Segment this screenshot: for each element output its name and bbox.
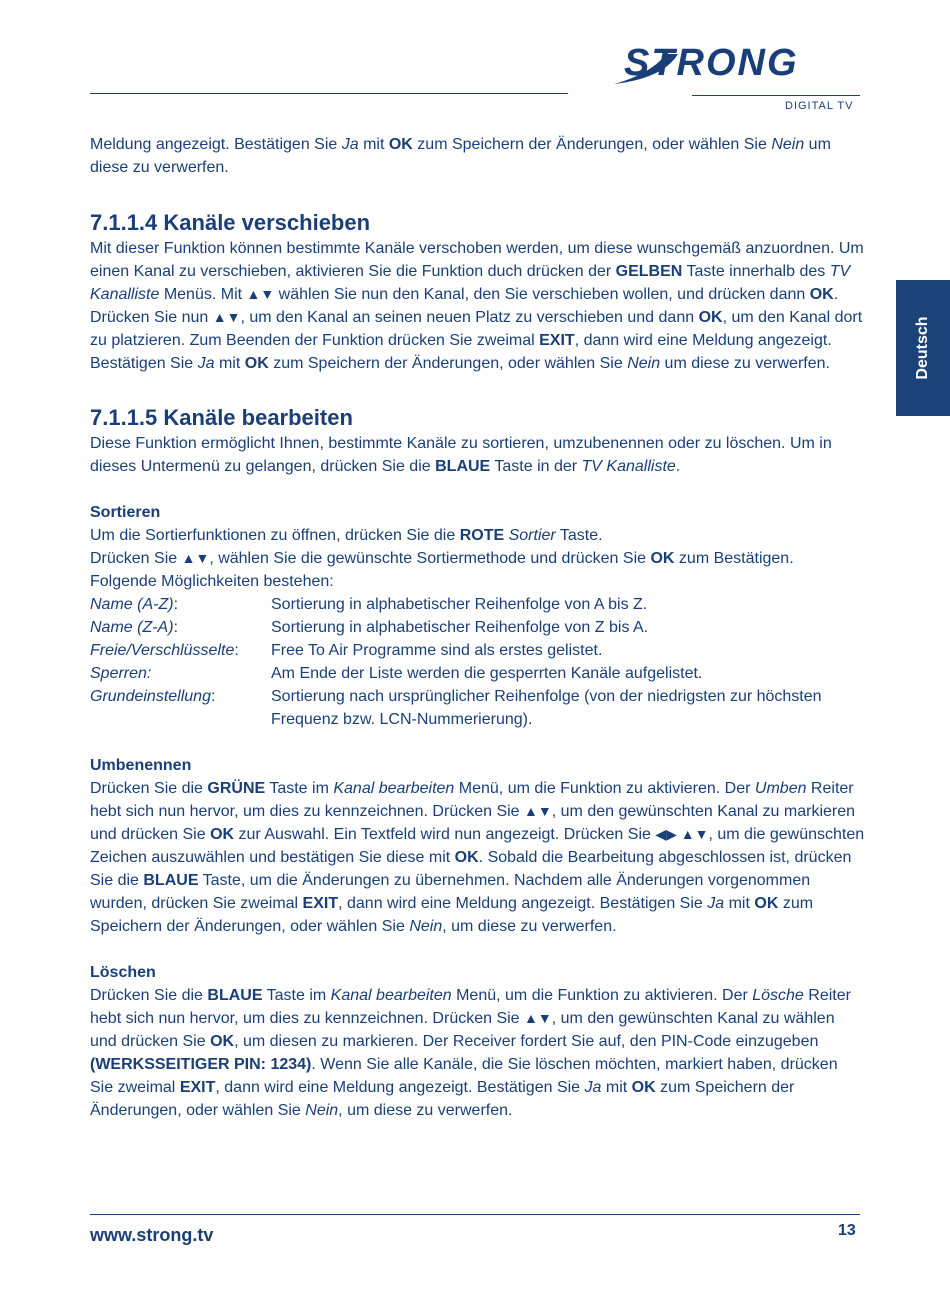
loeschen-paragraph: Drücken Sie die BLAUE Taste im Kanal bearbeiten Menü, um die Funktion zu aktivieren. Der Lösche Reiter hebt sich nun hervor, um dies zu kennzeichnen. Drücken Sie ▲▼, um den gewünschten Kanal zu wählen und drücken Sie OK, um diesen zu markieren. Der Receiver fordert Sie auf, den PIN-Code einzugeben (WERKSSEITIGER PIN: 1234). Wenn Sie alle Kanäle, die Sie löschen möchten, markiert haben, drücken Sie zweimal EXIT, dann wird eine Meldung angezeigt. Bestätigen Sie Ja mit OK zum Speichern der Änderungen, oder wählen Sie Nein, um diese zu verwerfen. (90, 987, 851, 1119)
section-heading-bearbeiten: 7.1.1.5 Kanäle bearbeiten (90, 405, 353, 430)
footer-rule (90, 1214, 860, 1215)
subheading-sortieren: Sortieren (90, 504, 161, 521)
logo-subtitle: DIGITAL TV (785, 100, 854, 112)
intro-paragraph: Meldung angezeigt. Bestätigen Sie Ja mit OK zum Speichern der Änderungen, oder wählen Sie Nein um diese zu verwerfen. (90, 136, 831, 176)
header-rule-left (90, 93, 568, 94)
up-down-arrows-icon: ▲▼ (181, 550, 210, 566)
bearbeiten-paragraph: Diese Funktion ermöglicht Ihnen, bestimmte Kanäle zu sortieren, umzubenennen oder zu löschen. Um in dieses Untermenü zu gelangen, drücken Sie die BLAUE Taste in der TV Kanalliste. (90, 435, 832, 475)
sort-options-list (90, 593, 865, 731)
up-down-arrows-icon: ▲▼ (524, 803, 552, 819)
verschieben-paragraph: Mit dieser Funktion können bestimmte Kanäle verschoben werden, um diese wunschgemäß anzuordnen. Um einen Kanal zu verschieben, aktivieren Sie die Funktion duch drücken der GELBEN Taste innerhalb des TV Kanalliste Menüs. Mit ▲▼ wählen Sie nun den Kanal, den Sie verschieben wollen, und drücken dann OK. Drücken Sie nun ▲▼, um den Kanal an seinen neuen Platz zu verschieben und dann OK, um den Kanal dort zu platzieren. Zum Beenden der Funktion drücken Sie zweimal EXIT, dann wird eine Meldung angezeigt. Bestätigen Sie Ja mit OK zum Speichern der Änderungen, oder wählen Sie Nein um diese zu verwerfen. (90, 240, 864, 372)
language-tab-label: Deutsch (914, 316, 931, 380)
sortieren-line-2: Drücken Sie ▲▼, wählen Sie die gewünschte Sortiermethode und drücken Sie OK zum Bestätigen. (90, 550, 794, 567)
up-down-arrows-icon: ▲▼ (212, 309, 241, 325)
up-down-arrows-icon: ▲▼ (524, 1010, 552, 1026)
section-heading-verschieben: 7.1.1.4 Kanäle verschieben (90, 210, 371, 235)
sortieren-line-1: Um die Sortierfunktionen zu öffnen, drücken Sie die ROTE Sortier Taste. (90, 527, 603, 544)
page-content (90, 133, 865, 1122)
sort-option: Grundeinstellung: Sortierung nach ursprünglicher Reihenfolge (von der niedrigsten zur höchsten Frequenz bzw. LCN-Nummerierung). (90, 688, 822, 728)
page-number: 13 (838, 1222, 856, 1239)
sortieren-line-3: Folgende Möglichkeiten bestehen: (90, 573, 334, 590)
sort-option: Name (A-Z): Sortierung in alphabetischer Reihenfolge von A bis Z. (90, 596, 648, 613)
sort-option: Sperren: Am Ende der Liste werden die gesperrten Kanäle aufgelistet. (90, 665, 703, 682)
sort-option: Freie/Verschlüsselte: Free To Air Programme sind als erstes gelistet. (90, 642, 603, 659)
logo-wordmark: STRONG (624, 42, 799, 84)
sort-option: Name (Z-A): Sortierung in alphabetischer Reihenfolge von Z bis A. (90, 619, 649, 636)
up-down-arrows-icon: ▲▼ (246, 286, 275, 302)
footer-url[interactable]: www.strong.tv (90, 1225, 214, 1245)
umbenennen-paragraph: Drücken Sie die GRÜNE Taste im Kanal bearbeiten Menü, um die Funktion zu aktivieren. Der Umben Reiter hebt sich nun hervor, um dies zu kennzeichnen. Drücken Sie ▲▼, um den gewünschten Kanal zu markieren und drücken Sie OK zur Auswahl. Ein Textfeld wird nun angezeigt. Drücken Sie ◀▶ ▲▼, um die gewünschten Zeichen auszuwählen und bestätigen Sie diese mit OK. Sobald die Bearbeitung abgeschlossen ist, drücken Sie die BLAUE Taste, um die Änderungen zu übernehmen. Nachdem alle Änderungen vorgenommen wurden, drücken Sie zweimal EXIT, dann wird eine Meldung angezeigt. Bestätigen Sie Ja mit OK zum Speichern der Änderungen, oder wählen Sie Nein, um diese zu verwerfen. (90, 780, 865, 935)
language-tab (896, 280, 950, 416)
subheading-umbenennen: Umbenennen (90, 757, 192, 774)
subheading-loeschen: Löschen (90, 964, 156, 981)
four-way-arrows-icon: ◀▶ ▲▼ (655, 826, 709, 842)
